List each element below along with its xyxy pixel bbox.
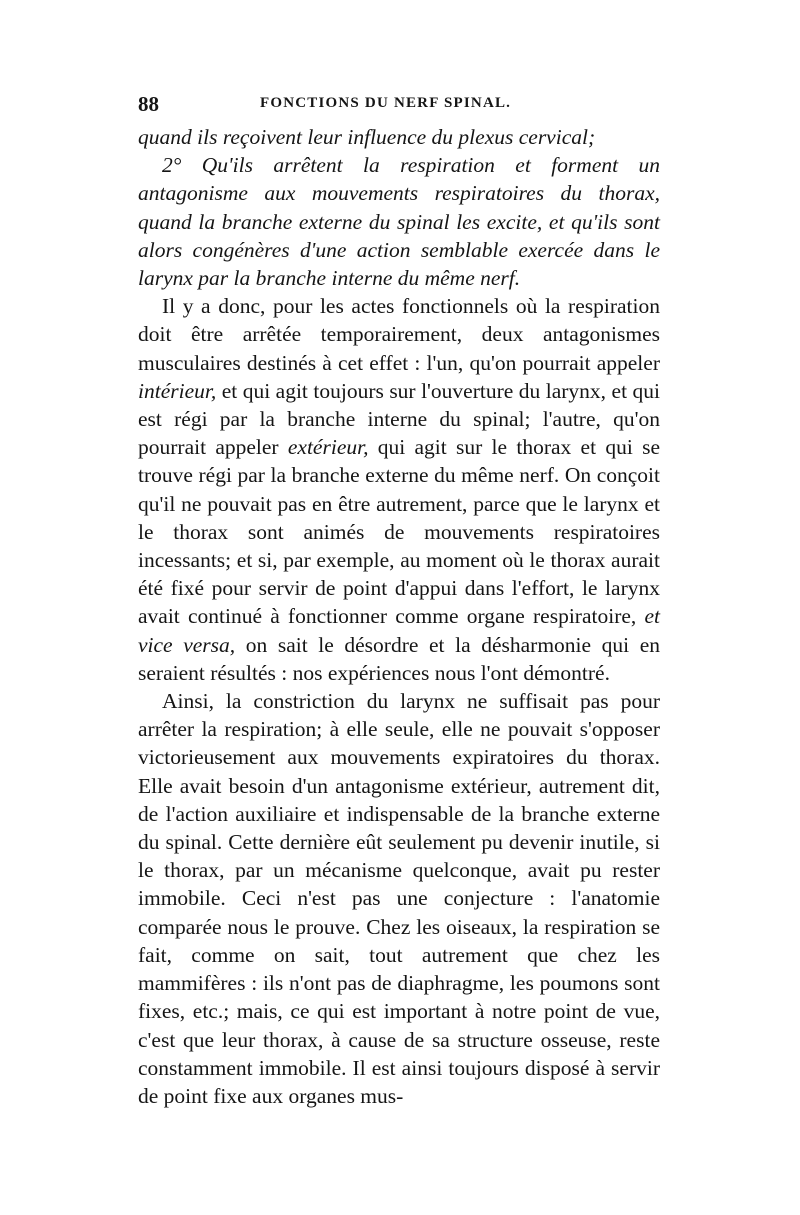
paragraph-3-italic-3: et vice versa, bbox=[138, 604, 660, 657]
page-number: 88 bbox=[138, 92, 159, 116]
body-text bbox=[138, 123, 660, 1110]
paragraph-3 bbox=[138, 292, 660, 687]
paragraph-3-text-4: on sait le désordre et la désharmonie qui en seraient résultés : nos expériences nous l'ont démontré. bbox=[138, 632, 661, 685]
page-header bbox=[138, 92, 660, 122]
paragraph-3-text-3: qui agit sur le thorax et qui se trouve régi par la branche externe du même nerf. On conçoit qu'il ne pouvait pas en être autrement, parce que le larynx et le thorax sont animés de mouvements respiratoires incessants; et si, par exemple, au moment où le thorax aurait été fixé pour servir de point d'appui dans l'effort, le larynx avait continué à fonctionner comme organe respiratoire, bbox=[138, 435, 660, 629]
paragraph-4: Ainsi, la constriction du larynx ne suffisait pas pour arrêter la respiration; à elle seule, elle ne pouvait s'opposer victorieusement aux mouvements expiratoires du thorax. Elle avait besoin d'un antagonisme extérieur, autrement dit, de l'action auxiliaire et indispensable de la branche externe du spinal. Cette dernière eût seulement pu devenir inutile, si le thorax, par un mécanisme quelconque, avait pu rester immobile. Ceci n'est pas une conjecture : l'anatomie comparée nous le prouve. Chez les oiseaux, la respiration se fait, comme on sait, tout autrement que chez les mammifères : ils n'ont pas de diaphragme, les poumons sont fixes, etc.; mais, ce qui est important à notre point de vue, c'est que leur thorax, à cause de sa structure osseuse, reste constamment immobile. Il est ainsi toujours disposé à servir de point fixe aux organes mus- bbox=[138, 689, 660, 1108]
book-page bbox=[138, 92, 660, 1110]
paragraph-3-text-1: Il y a donc, pour les actes fonctionnels où la respiration doit être arrêtée temporairement, deux antagonismes musculaires destinés à cet effet : l'un, qu'on pourrait appeler bbox=[138, 294, 660, 375]
paragraph-2: 2° Qu'ils arrêtent la respiration et forment un antagonisme aux mouvements respiratoires du thorax, quand la branche externe du spinal les excite, et qu'ils sont alors congénères d'une action semblable exercée dans le larynx par la branche interne du même nerf. bbox=[138, 153, 660, 291]
paragraph-3-text-2: et qui agit toujours sur l'ouverture du larynx, et qui est régi par la branche interne du spinal; l'autre, qu'on pourrait appeler bbox=[138, 378, 660, 460]
paragraph-3-italic-2: extérieur, bbox=[287, 435, 369, 460]
paragraph-3-italic-1: intérieur, bbox=[138, 378, 217, 403]
running-title: FONCTIONS DU NERF SPINAL. bbox=[260, 95, 512, 111]
paragraph-1: quand ils reçoivent leur influence du plexus cervical; bbox=[138, 125, 596, 149]
